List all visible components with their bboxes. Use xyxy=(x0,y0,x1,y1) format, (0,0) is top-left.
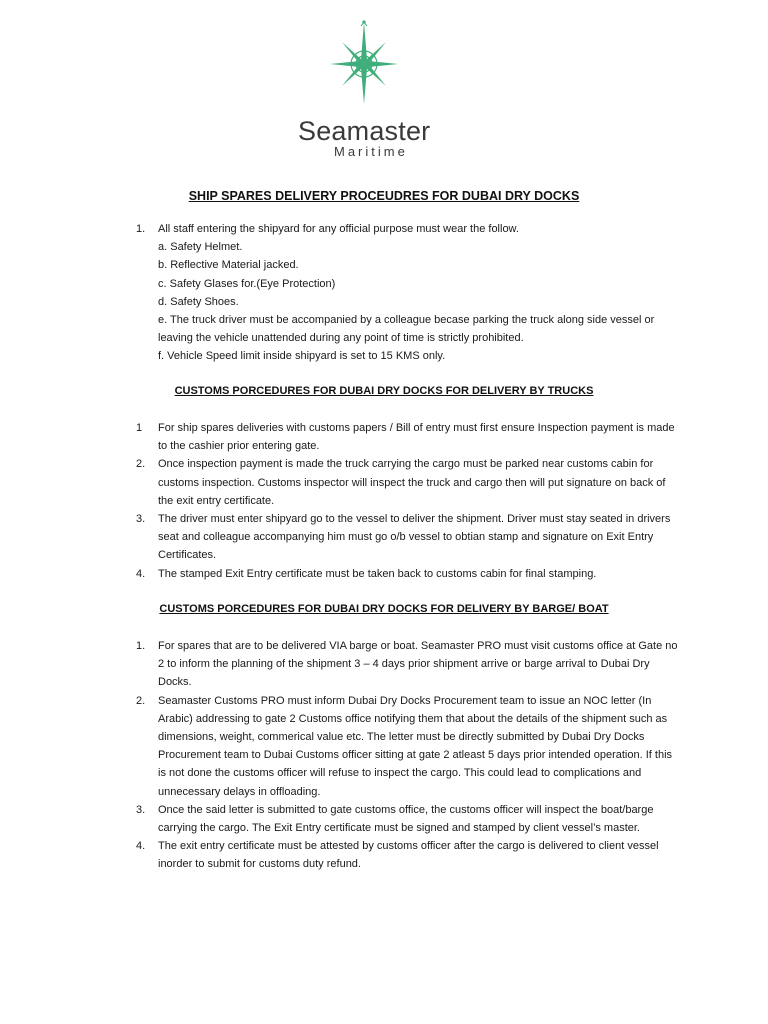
list-item xyxy=(0,837,768,873)
item-number: 4. xyxy=(136,840,146,853)
safety-point: c. Safety Glases for.(Eye Protection) xyxy=(158,277,336,290)
item-number: 4. xyxy=(136,567,146,580)
staff-requirements xyxy=(0,220,768,366)
safety-point: a. Safety Helmet. xyxy=(158,241,243,254)
item-text: Seamaster Customs PRO must inform Dubai Dry Docks Procurement team to issue an NOC letter (In Arabic) addressing to gate 2 Customs office notifying them that about the details of the shipment such as dimensions, weight, commerical value etc. The letter must be directly submitted by Dubai Dry Docks Procurement team to Dubai Customs officer sitting at gate 2 atleast 5 days prior intended operation. If this is not done the customs officer will refuse to inspect the cargo. This could lead to complications and unnecessary delays in offloading. xyxy=(158,694,673,798)
item-text: For spares that are to be delivered VIA barge or boat. Seamaster PRO must visit customs office at Gate no 2 to inform the planning of the shipment 3 – 4 days prior shipment arrive or barge arrival to Dubai Dry Docks. xyxy=(158,640,678,689)
logo-name: Seamaster xyxy=(298,116,431,146)
list-item xyxy=(0,455,768,510)
compass-rose-icon xyxy=(328,20,400,104)
list-item xyxy=(0,565,768,583)
safety-point: e. The truck driver must be accompanied by a colleague becase parking the truck along side vessel or leaving the vehicle unattended during any point of time is strictly prohibited. xyxy=(158,314,655,345)
barge-heading: CUSTOMS PORCEDURES FOR DUBAI DRY DOCKS FOR DELIVERY BY BARGE/ BOAT xyxy=(159,603,609,615)
item-number: 3. xyxy=(136,803,146,816)
list-item xyxy=(0,220,768,238)
item-number: 2. xyxy=(136,458,146,471)
item-text: Once the said letter is submitted to gate customs office, the customs officer will inspect the boat/barge carrying the cargo. The Exit Entry certificate must be signed and stamped by client vessel’s master. xyxy=(158,803,654,835)
list-item xyxy=(0,419,768,455)
item-text: For ship spares deliveries with customs papers / Bill of entry must first ensure Inspection payment is made to the cashier prior entering gate. xyxy=(158,422,675,453)
safety-point: b. Reflective Material jacked. xyxy=(158,259,299,272)
item-text: The stamped Exit Entry certificate must be taken back to customs cabin for final stamping. xyxy=(158,567,597,580)
item-number: 1 xyxy=(136,422,143,434)
item-text: The exit entry certificate must be attested by customs officer after the cargo is delivered to client vessel inorder to submit for customs duty refund. xyxy=(158,840,659,871)
item-number: 2. xyxy=(136,694,146,707)
list-item xyxy=(0,692,768,801)
logo-subtitle: Maritime xyxy=(334,144,408,159)
barge-procedures xyxy=(0,637,768,874)
trucks-heading: CUSTOMS PORCEDURES FOR DUBAI DRY DOCKS FOR DELIVERY BY TRUCKS xyxy=(174,385,594,397)
item-number: 1. xyxy=(136,640,146,652)
list-item xyxy=(0,510,768,565)
list-item xyxy=(0,637,768,692)
list-item xyxy=(0,801,768,837)
document-title: SHIP SPARES DELIVERY PROCEUDRES FOR DUBAI DRY DOCKS xyxy=(188,189,580,203)
item-text: The driver must enter shipyard go to the vessel to deliver the shipment. Driver must stay seated in drivers seat and colleague accompanying him must go o/b vessel to obtian stamp and signature on Exit Entry Certificates. xyxy=(158,513,671,562)
item-number: 3. xyxy=(136,513,146,526)
item-text: All staff entering the shipyard for any official purpose must wear the follow. xyxy=(158,223,519,235)
safety-point: d. Safety Shoes. xyxy=(158,295,239,308)
item-number: 1. xyxy=(136,223,146,235)
item-text: Once inspection payment is made the truck carrying the cargo must be parked near customs cabin for customs inspection. Customs inspector will inspect the truck and cargo then will put signature on back of the exit entry certificate. xyxy=(158,458,666,507)
trucks-procedures xyxy=(0,419,768,583)
safety-point: f. Vehicle Speed limit inside shipyard is set to 15 KMS only. xyxy=(158,350,446,363)
